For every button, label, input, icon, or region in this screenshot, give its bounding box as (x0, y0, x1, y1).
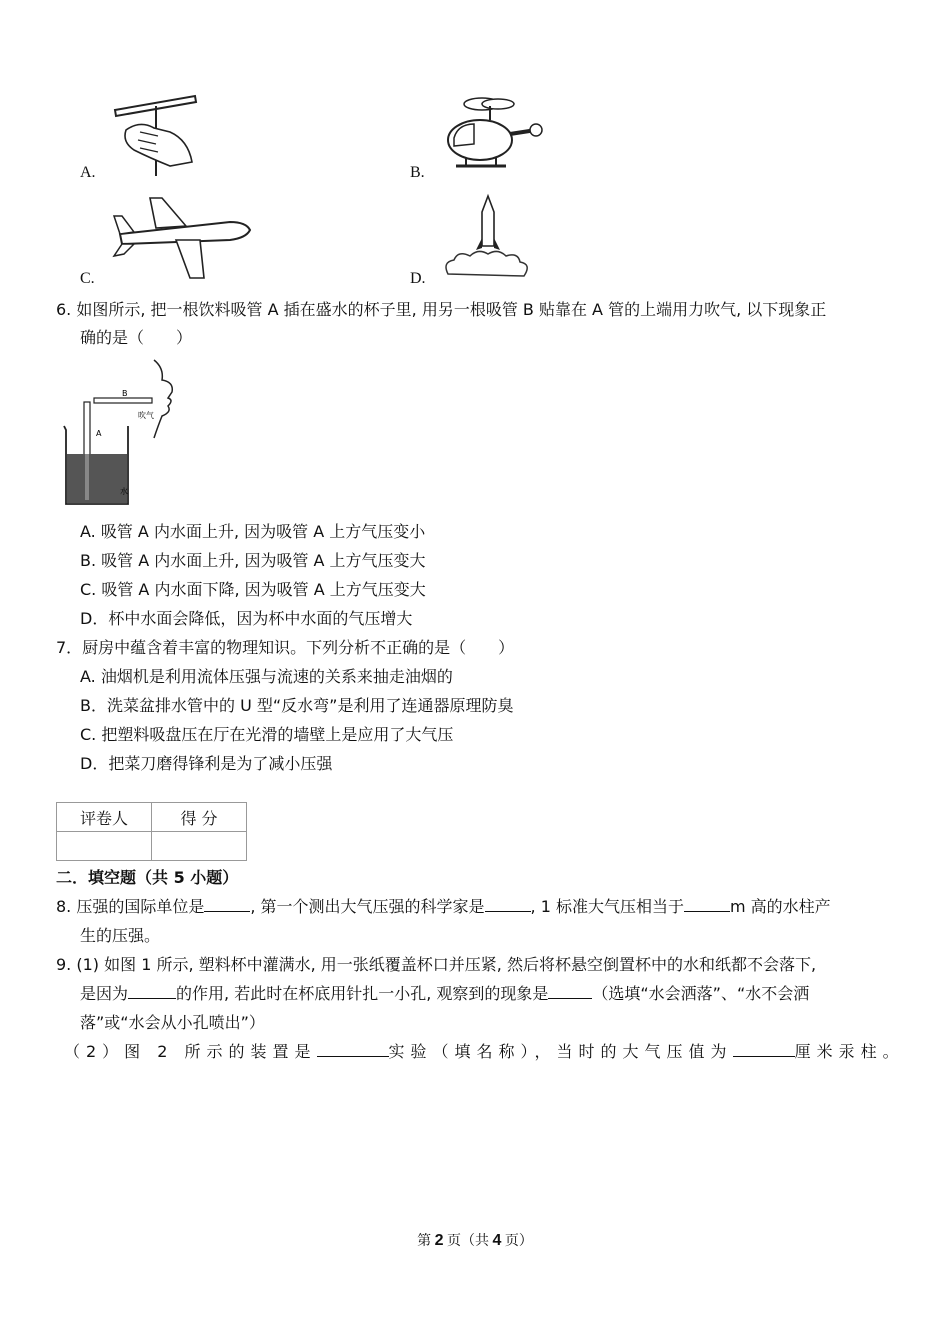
score-header: 得 分 (152, 803, 247, 832)
q9-part2-c: 厘米汞柱。 (794, 1042, 905, 1061)
q9-part-b: 的作用, 若此时在杯底用针扎一小孔, 观察到的现象是 (176, 984, 549, 1003)
q6-option-b: B. 吸管 A 内水面上升, 因为吸管 A 上方气压变大 (80, 551, 426, 570)
q8-part1: 8. 压强的国际单位是 (56, 897, 205, 916)
q8-line1 (56, 896, 831, 918)
reviewer-header: 评卷人 (57, 803, 152, 832)
q8-part2: , 第一个测出大气压强的科学家是 (250, 897, 485, 916)
q9-blank1[interactable] (128, 984, 176, 999)
q8-line2: 生的压强。 (80, 926, 161, 945)
q7-option-d: D．把菜刀磨得锋利是为了减小压强 (80, 754, 333, 773)
q8-blank1[interactable] (204, 897, 250, 912)
figure-label-b: B (122, 389, 128, 398)
option-d-label: D. (410, 270, 426, 287)
figure-label-a: A (96, 429, 102, 438)
q6-stem-line2: 确的是（ ） (80, 328, 193, 347)
option-a-label: A. (80, 164, 96, 181)
q8-blank3[interactable] (684, 897, 730, 912)
q9-line1: 9. (1) 如图 1 所示, 塑料杯中灌满水, 用一张纸覆盖杯口并压紧, 然后将杯悬空倒置杯中的水和纸都不会落下, (56, 955, 817, 974)
q9-blank4[interactable] (733, 1042, 795, 1057)
helicopter-figure (440, 94, 545, 176)
q6-option-a: A. 吸管 A 内水面上升, 因为吸管 A 上方气压变小 (80, 522, 426, 541)
q6-option-c: C. 吸管 A 内水面下降, 因为吸管 A 上方气压变大 (80, 580, 426, 599)
q7-option-a: A. 油烟机是利用流体压强与流速的关系来抽走油烟的 (80, 667, 453, 686)
footer-mid: 页（共 (447, 1234, 489, 1249)
q9-part2-b: 实验（填名称），当时的大气压值为 (388, 1042, 733, 1061)
figure-label-water: 水 (120, 487, 128, 496)
q9-line3: 落”或“水会从小孔喷出”） (80, 1013, 265, 1032)
reviewer-cell[interactable] (57, 832, 152, 861)
q9-part-a: 是因为 (80, 984, 129, 1003)
bamboo-dragonfly-figure (110, 92, 200, 180)
q7-option-c: C. 把塑料吸盘压在厅在光滑的墙壁上是应用了大气压 (80, 725, 454, 744)
q9-part2-a: （2）图 2 所示的装置是 (64, 1042, 317, 1061)
q9-blank3[interactable] (317, 1042, 389, 1057)
q9-line2 (80, 983, 809, 1005)
q6-option-d: D．杯中水面会降低，因为杯中水面的气压增大 (80, 609, 413, 628)
q8-part3: , 1 标准大气压相当于 (530, 897, 684, 916)
q9-part-c: （选填“水会洒落”、“水不会洒 (592, 984, 810, 1003)
q6-stem-line1: 6. 如图所示, 把一根饮料吸管 A 插在盛水的杯子里, 用另一根吸管 B 贴靠在 A 管的上端用力吹气, 以下现象正 (56, 300, 827, 319)
q9-part2-line (64, 1041, 905, 1063)
footer-total-pages: 4 (492, 1232, 502, 1249)
option-c-label: C. (80, 270, 95, 287)
airplane-figure (112, 194, 254, 280)
straw-experiment-figure (58, 358, 190, 508)
footer-page-number: 2 (434, 1232, 444, 1249)
page-footer (0, 1230, 950, 1250)
q7-stem: 7．厨房中蕴含着丰富的物理知识。下列分析不正确的是（ ） (56, 638, 515, 657)
q8-blank2[interactable] (485, 897, 531, 912)
section-title: 二．填空题（共 5 小题） (56, 868, 239, 887)
footer-post: 页） (504, 1234, 533, 1249)
option-b-label: B. (410, 164, 425, 181)
rocket-figure (440, 192, 532, 282)
footer-pre: 第 (417, 1234, 432, 1249)
q8-part4: m 高的水柱产 (730, 897, 831, 916)
q7-option-b: B．洗菜盆排水管中的 U 型“反水弯”是利用了连通器原理防臭 (80, 696, 514, 715)
q9-blank2[interactable] (548, 984, 592, 999)
figure-label-blow: 吹气 (138, 411, 154, 420)
score-table (56, 802, 247, 861)
score-cell[interactable] (152, 832, 247, 861)
